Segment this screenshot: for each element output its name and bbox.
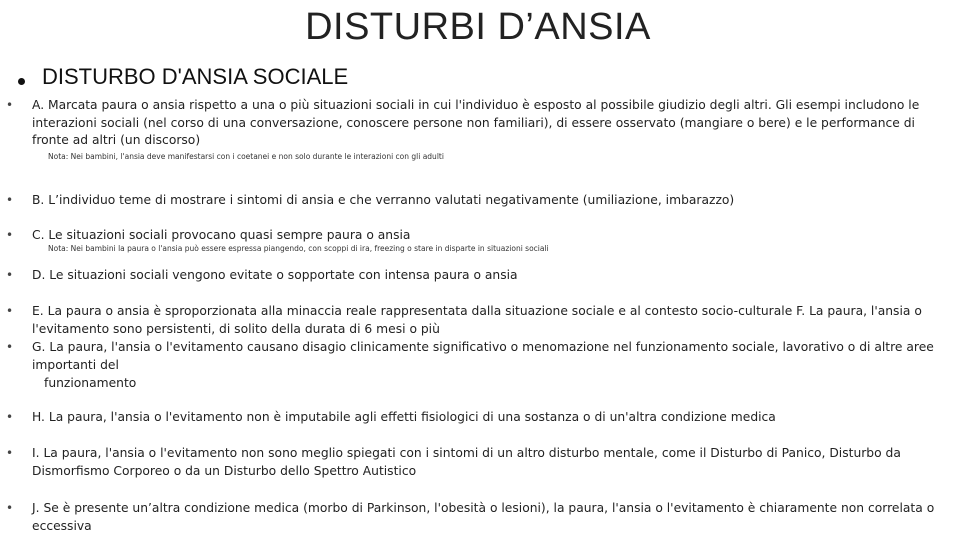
criterion-j: J. Se è presente un’altra condizione medica (morbo di Parkinson, l'obesità o lesioni), la paura, l'ansia o l'evitamento è chiaramente non correlata o eccessiva [32, 501, 935, 533]
note-a: Nota: Nei bambini, l'ansia deve manifestarsi con i coetanei e non solo durante le interazioni con gli adulti [48, 152, 444, 161]
criterion-h: H. La paura, l'ansia o l'evitamento non è imputabile agli effetti fisiologici di una sostanza o di un'altra condizione medica [32, 410, 776, 424]
bullet-icon: • [6, 228, 14, 242]
section-heading [18, 64, 348, 90]
bullet-icon: • [6, 501, 14, 515]
bullet-icon: • [6, 268, 14, 282]
page-title: DISTURBI D’ANSIA [305, 6, 651, 48]
bullet-icon: • [6, 98, 14, 112]
criterion-a: A. Marcata paura o ansia rispetto a una o più situazioni sociali in cui l'individuo è esposto al possibile giudizio degli altri. Gli esempi includono le interazioni sociali (nel corso di una conversazione, conoscere persone non familiari), di essere osservato (mangiare o bere) e le performance di fronte ad altri (un discorso) [32, 98, 920, 147]
bullet-dot-icon [18, 78, 25, 85]
bullet-icon: • [6, 446, 14, 460]
bullet-icon: • [6, 193, 14, 207]
criterion-i: I. La paura, l'ansia o l'evitamento non sono meglio spiegati con i sintomi di un altro disturbo mentale, come il Disturbo di Panico, Disturbo da Dismorfismo Corporeo o da un Disturbo dello Spettro Autistico [32, 446, 901, 478]
criterion-g: G. La paura, l'ansia o l'evitamento causano disagio clinicamente significativo o menomazione nel funzionamento sociale, lavorativo o di altre aree importanti del [32, 340, 934, 372]
bullet-icon: • [6, 304, 14, 318]
note-c: Nota: Nei bambini la paura o l'ansia può essere espressa piangendo, con scoppi di ira, freezing o stare in disparte in situazioni sociali [48, 244, 549, 253]
bullet-icon: • [6, 340, 14, 354]
criterion-c: C. Le situazioni sociali provocano quasi sempre paura o ansia [32, 228, 411, 242]
criterion-b: B. L’individuo teme di mostrare i sintomi di ansia e che verranno valutati negativamente (umiliazione, imbarazzo) [32, 193, 735, 207]
criterion-g-continuation: funzionamento [44, 376, 137, 390]
section-heading-label: DISTURBO D'ANSIA SOCIALE [42, 64, 349, 89]
criterion-d: D. Le situazioni sociali vengono evitate o sopportate con intensa paura o ansia [32, 268, 518, 282]
bullet-icon: • [6, 410, 14, 424]
criterion-e-f: E. La paura o ansia è sproporzionata alla minaccia reale rappresentata dalla situazione sociale e al contesto socio-culturale F. La paura, l'ansia o l'evitamento sono persistenti, di solito della durata di 6 mesi o più [32, 304, 922, 336]
